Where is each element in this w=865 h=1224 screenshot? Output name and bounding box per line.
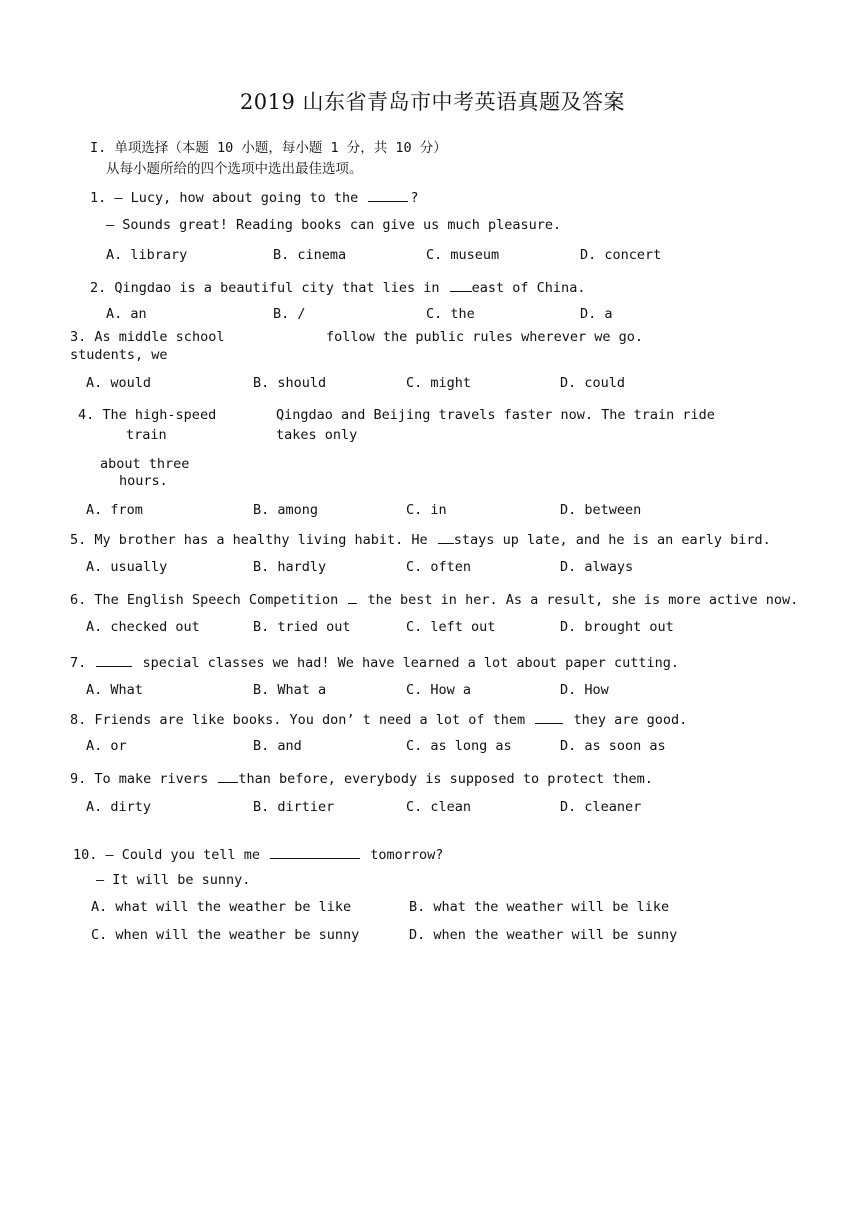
option-c: C. clean: [406, 799, 472, 815]
question-3-stem-part1-cont: students, we: [70, 347, 168, 363]
option-d: D. always: [560, 559, 634, 575]
question-number: 7.: [70, 655, 87, 671]
question-6-stem: [70, 589, 798, 608]
question-4-stem-part1-cont: train: [126, 427, 167, 443]
option-a: A. checked out: [86, 619, 200, 635]
option-b: B. tried out: [253, 619, 351, 635]
question-4-stem-part3-cont: hours.: [119, 473, 168, 489]
option-a: A. an: [106, 306, 147, 322]
question-text: As middle school: [94, 329, 225, 345]
question-number: 4.: [78, 407, 95, 423]
option-a: A. would: [86, 375, 152, 391]
option-d: D. when the weather will be sunny: [409, 927, 678, 943]
option-b: B. dirtier: [253, 799, 335, 815]
question-text: The English Speech Competition: [94, 592, 339, 608]
section-heading: I. 单项选择（本题 10 小题，每小题 1 分，共 10 分）: [90, 140, 447, 156]
option-b: B. cinema: [273, 247, 347, 263]
document-title: 2019 山东省青岛市中考英语真题及答案: [239, 90, 626, 114]
question-number: 1.: [90, 190, 107, 206]
question-3-stem-part1: [70, 329, 224, 345]
option-c: C. as long as: [406, 738, 512, 754]
question-number: 6.: [70, 592, 87, 608]
option-b: B. hardly: [253, 559, 327, 575]
option-d: D. concert: [580, 247, 662, 263]
answer-blank: [270, 844, 360, 859]
question-text: tomorrow?: [370, 847, 444, 863]
question-text: they are good.: [573, 712, 688, 728]
answer-blank: [438, 529, 454, 544]
question-text: east of China.: [471, 280, 586, 296]
answer-blank: [535, 709, 563, 724]
option-c: C. left out: [406, 619, 496, 635]
question-text: The high-speed: [102, 407, 217, 423]
option-c: C. might: [406, 375, 472, 391]
option-b: B. among: [253, 502, 319, 518]
question-number: 5.: [70, 532, 87, 548]
option-c: C. often: [406, 559, 472, 575]
answer-blank: [348, 589, 357, 604]
option-c: C. when will the weather be sunny: [91, 927, 360, 943]
option-d: D. brought out: [560, 619, 674, 635]
option-a: A. what will the weather be like: [91, 899, 352, 915]
question-text: the best in her. As a result, she is more active now.: [367, 592, 799, 608]
question-4-stem-part2: Qingdao and Beijing travels faster now. The train ride: [276, 407, 715, 423]
question-10-stem: [73, 844, 443, 863]
question-10-reply: — It will be sunny.: [96, 872, 251, 888]
question-text: — Lucy, how about going to the: [114, 190, 359, 206]
question-3-stem-part2: follow the public rules wherever we go.: [326, 329, 643, 345]
question-text: stays up late, and he is an early bird.: [453, 532, 771, 548]
option-d: D. between: [560, 502, 642, 518]
option-d: D. How: [560, 682, 609, 698]
question-4-stem-part3: about three: [100, 456, 190, 472]
option-b: B. should: [253, 375, 327, 391]
answer-blank: [450, 277, 472, 292]
option-a: A. from: [86, 502, 143, 518]
option-a: A. or: [86, 738, 127, 754]
answer-blank: [96, 652, 132, 667]
question-4-stem-part2-cont: takes only: [276, 427, 358, 443]
answer-blank: [368, 187, 408, 202]
option-d: D. cleaner: [560, 799, 642, 815]
question-text: special classes we had! We have learned a lot about paper cutting.: [142, 655, 679, 671]
question-number: 10.: [73, 847, 98, 863]
question-8-stem: [70, 709, 687, 728]
question-text: Friends are like books. You don’ t need a lot of them: [94, 712, 526, 728]
question-text: — Could you tell me: [105, 847, 260, 863]
option-d: D. as soon as: [560, 738, 666, 754]
question-text: ?: [410, 190, 419, 206]
question-text: My brother has a healthy living habit. He: [94, 532, 428, 548]
question-1-stem: [90, 187, 419, 206]
question-7-stem: [70, 652, 679, 671]
option-b: B. and: [253, 738, 302, 754]
question-4-stem-part1: [78, 407, 216, 423]
option-b: B. what the weather will be like: [409, 899, 670, 915]
option-c: C. How a: [406, 682, 472, 698]
question-number: 2.: [90, 280, 107, 296]
option-d: D. could: [560, 375, 626, 391]
option-d: D. a: [580, 306, 613, 322]
question-number: 8.: [70, 712, 87, 728]
question-text: To make rivers: [94, 771, 209, 787]
option-c: C. in: [406, 502, 447, 518]
option-c: C. museum: [426, 247, 500, 263]
option-c: C. the: [426, 306, 475, 322]
option-b: B. What a: [253, 682, 327, 698]
question-text: Qingdao is a beautiful city that lies in: [114, 280, 440, 296]
question-text: than before, everybody is supposed to protect them.: [238, 771, 653, 787]
option-a: A. library: [106, 247, 188, 263]
option-b: B. /: [273, 306, 306, 322]
answer-blank: [218, 768, 238, 783]
section-instruction: 从每小题所给的四个选项中选出最佳选项。: [106, 161, 363, 177]
question-number: 3.: [70, 329, 87, 345]
option-a: A. usually: [86, 559, 168, 575]
question-5-stem: [70, 529, 771, 548]
question-2-stem: [90, 277, 585, 296]
option-a: A. dirty: [86, 799, 152, 815]
question-1-reply: — Sounds great! Reading books can give us much pleasure.: [106, 217, 562, 233]
question-number: 9.: [70, 771, 87, 787]
question-9-stem: [70, 768, 653, 787]
option-a: A. What: [86, 682, 143, 698]
